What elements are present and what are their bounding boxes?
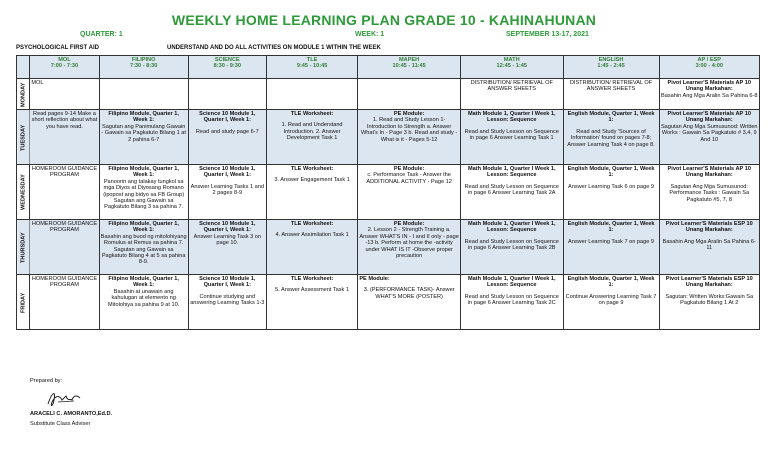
table-header-row [17,56,760,79]
date-range: SEPTEMBER 13-17, 2021 [506,31,589,38]
cell-tle: TLE Worksheet: 4. Answer Assimilation Task 1 [266,220,357,275]
cell-mol: MOL [30,79,99,110]
cell-science: Science 10 Module 1, Quarter I, Week 1: Continue studying and answering Learning Tasks 1-3 [188,275,266,330]
cell-science: Science 10 Module 1, Quarter I, Week 1: Answer Learning Tasks 1 and 2 pages 8-9 [188,165,266,220]
quarter-label: QUARTER: 1 [80,31,123,38]
table-row-tuesday [17,110,760,165]
cell-mol: HOMEROOM GUIDANCE PROGRAM [30,165,99,220]
col-header-english: ENGLISH 1:45 - 2:45 [563,56,659,79]
adviser-name: ARACELI C. AMORANTO,Ed.D. [30,411,113,417]
cell-tle: TLE Worksheet: 5. Answer Assessment Task 1 [266,275,357,330]
cell-math: Math Module 1, Quarter I Week 1, Lesson: Sequence Read and Study Lesson on Sequence in page 6 Answer Learning Task 1 [460,110,563,165]
table-row-thursday [17,220,760,275]
prepared-by-label: Prepared by: [30,378,63,384]
adviser-role: Substitute Class Adviser [30,421,91,427]
cell-mapeh: PE Module: 2. Lesson 2 - Strength Training a. Answer WHAT'S IN - I and II only - page -13 b. Perform at home the -activity under WHAT IS IT -Observe proper precaution [358,220,461,275]
cell-mol: HOMEROOM GUIDANCE PROGRAM [30,275,99,330]
cell-math: Math Module 1, Quarter I Week 1, Lesson: Sequence Read and Study Lesson on Sequence in page 6 Answer Learning Task 2C [460,275,563,330]
cell-english: English Module, Quarter 1, Week 1: Continue Answering Learning Task 7 on page 9 [563,275,659,330]
table-row-monday [17,79,760,110]
cell-tle: TLE Worksheet: 3. Answer Engagement Task 1 [266,165,357,220]
cell-mapeh: PE Module: 3. (PERFORMANCE TASK)- Answer WHAT'S MORE (POSTER) [358,275,461,330]
cell-ap-esp: Pivot Learner'S Materials AP 10 Unang Markahan: Sagutan Ang Mga Sumusunod: Written Works : Gawain Sa Pagkatuto # 3,4, 9 And 10 [659,110,760,165]
cell-ap-esp: Pivot Learner'S Materials ESP 10 Unang Markahan: Sagutan: Written Works:Gawain Sa Pagkatuto Bilang 1 At 2 [659,275,760,330]
cell-mapeh [358,79,461,110]
cell-english: English Module, Quarter 1, Week 1: Answer Learning Task 7 on page 9 [563,220,659,275]
table-row-wednesday [17,165,760,220]
cell-filipino: Filipino Module, Quarter 1, Week 1: Sagutan ang Panimulang Gawain - Gawain sa Pagkatuto Bilang 1 at 2 pahina 6-7 [99,110,188,165]
cell-mapeh: PE Module: 1. Read and Study Lesson 1- Introduction to Strength a. Answer What's In - Page 3 b. Read and study - What is it - Pages 5-12 [358,110,461,165]
col-header-filipino: FILIPINO 7:30 - 8:30 [99,56,188,79]
cell-mapeh: PE Module: c. Performance Task - Answer the ADDITIONAL ACTIVITY - Page 12 [358,165,461,220]
instruction-label: UNDERSTAND AND DO ALL ACTIVITIES ON MODULE 1 WITHIN THE WEEK [167,45,381,51]
col-header-math: MATH 12:45 - 1:45 [460,56,563,79]
corner-cell [17,56,30,79]
cell-math: Math Module 1, Quarter I Week 1, Lesson: Sequence Read and Study Lesson on Sequence in page 6 Answer Learning Task 2B [460,220,563,275]
cell-ap-esp: Pivot Learner'S Materials ESP 10 Unang Markahan: Basahin Ang Mga Aralin Sa Pahina 6-11 [659,220,760,275]
col-header-science: SCIENCE 8:30 - 9:30 [188,56,266,79]
cell-math: DISTRIBUTION/ RETRIEVAL OF ANSWER SHEETS [460,79,563,110]
learning-plan-table [16,55,760,330]
col-header-mol: MOL 7:00 - 7:30 [30,56,99,79]
cell-filipino: Filipino Module, Quarter 1, Week 1: Basahin ang buod ng mitolohiyang Romulus at Remus sa pahina 7. Sagutan ang Gawain sa Pagkatuto Bilang 4 at 5 sa pahina 8-9. [99,220,188,275]
day-label: THURSDAY [17,220,30,275]
table-row-friday [17,275,760,330]
week-label: WEEK: 1 [355,31,385,38]
cell-english: DISTRIBUTION/ RETRIEVAL OF ANSWER SHEETS [563,79,659,110]
cell-filipino: Filipino Module, Quarter 1, Week 1: Basahin at unawain ang kahulugan at elemento ng Mitolohiya sa pahina 9 at 10. [99,275,188,330]
col-header-tle: TLE 9:45 - 10:45 [266,56,357,79]
cell-mol: Read pages 9-14 Make a short reflection about what you have read. [30,110,99,165]
col-header-mapeh: MAPEH 10:45 - 11:45 [358,56,461,79]
page-title: WEEKLY HOME LEARNING PLAN GRADE 10 - KAHINAHUNAN [171,12,597,28]
cell-ap-esp: Pivot Learner'S Materials AP 10 Unang Markahan: Basahin Ang Mga Aralin Sa Pahina 6-8 [659,79,760,110]
day-label: WEDNESDAY [17,165,30,220]
cell-science [188,79,266,110]
pfa-label: PSYCHOLOGICAL FIRST AID [16,45,100,51]
cell-mol: HOMEROOM GUIDANCE PROGRAM [30,220,99,275]
day-label: MONDAY [17,79,30,110]
cell-tle [266,79,357,110]
signature-image [44,388,84,410]
cell-english: English Module, Quarter 1, Week 1: Answer Learning Task 6 on page 9 [563,165,659,220]
col-header-ap-esp: AP / ESP 3:00 - 4:00 [659,56,760,79]
cell-english: English Module, Quarter 1, Week 1: Read and Study 'Sources of Information' found on pages 7-8; Answer Learning Task 4 on page 8. [563,110,659,165]
cell-science: Science 10 Module 1, Quarter I, Week 1: Read and study page 6-7 [188,110,266,165]
cell-science: Science 10 Module 1, Quarter I, Week 1: Answer Learning Task 3 on page 10. [188,220,266,275]
day-label: TUESDAY [17,110,30,165]
cell-ap-esp: Pivot Learner'S Materials AP 10 Unang Markahan: Sagutan Ang Mga Sumusunod: Performance Tasks : Gawain Sa Pagkatuto #5, 7, 8 [659,165,760,220]
cell-filipino [99,79,188,110]
cell-math: Math Module 1, Quarter I Week 1, Lesson: Sequence Read and Study Lesson on Sequence in page 6 Answer Learning Task 2A [460,165,563,220]
cell-tle: TLE Worksheet: 1. Read and Understand Introduction. 2. Answer Development Task 1 [266,110,357,165]
day-label: FRIDAY [17,275,30,330]
cell-filipino: Filipino Module, Quarter 1, Week 1: Panoorin ang talakay tungkol sa mga Diyos at Diyosang Romano (ipopost ang bidyo sa FB Group) Sagutan ang Gawain sa Pagkatuto Bilang 3 sa pahina 7. [99,165,188,220]
